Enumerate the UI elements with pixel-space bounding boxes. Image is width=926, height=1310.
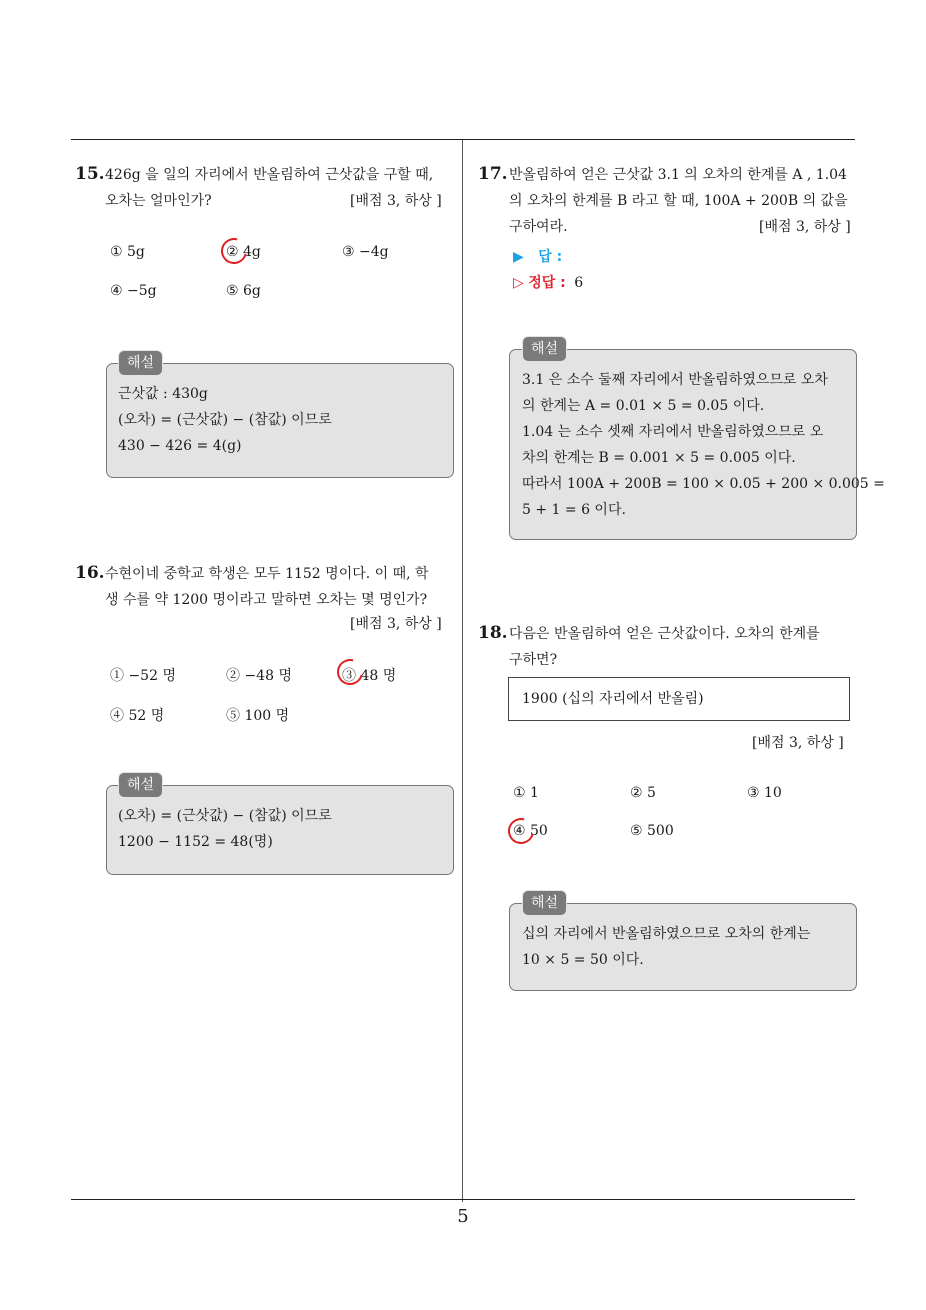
option-2[interactable]: ② −48 명 xyxy=(226,668,292,684)
solution-line: 십의 자리에서 반올림하였으므로 오차의 한계는 xyxy=(522,926,811,942)
solution-line: 10 × 5 = 50 이다. xyxy=(522,952,644,968)
correct-label: 정답 : xyxy=(528,275,566,291)
top-rule xyxy=(71,139,855,140)
question-text: 오차는 얼마인가? xyxy=(105,193,212,209)
option-5[interactable]: ⑤ 500 xyxy=(630,823,674,839)
solution-line: 따라서 100A + 200B = 100 × 0.05 + 200 × 0.005 = xyxy=(522,476,885,492)
solution-line: (오차) = (근삿값) − (참값) 이므로 xyxy=(118,412,332,428)
question-number: 16. xyxy=(75,563,105,583)
page-number: 5 xyxy=(457,1206,469,1227)
option-1[interactable]: ① −52 명 xyxy=(110,668,176,684)
selected-mark-icon xyxy=(503,813,539,849)
score-label: [배점 3, 하상 ] xyxy=(752,735,844,751)
correct-value: 6 xyxy=(574,275,584,291)
bottom-rule xyxy=(71,1199,855,1200)
option-3[interactable]: ③ −4g xyxy=(342,244,389,260)
solution-box xyxy=(106,785,454,875)
option-5[interactable]: ⑤ 100 명 xyxy=(226,708,290,724)
solution-box xyxy=(106,363,454,478)
given-value: 1900 (십의 자리에서 반올림) xyxy=(522,691,704,707)
option-1[interactable]: ① 1 xyxy=(513,785,539,801)
solution-line: 차의 한계는 B = 0.001 × 5 = 0.005 이다. xyxy=(522,450,796,466)
column-divider xyxy=(462,140,463,1202)
solution-line: 1.04 는 소수 셋째 자리에서 반올림하였으므로 오 xyxy=(522,424,824,440)
question-text: 의 오차의 한계를 B 라고 할 때, 100A + 200B 의 값을 xyxy=(509,193,848,209)
solution-box xyxy=(509,903,857,991)
option-4[interactable]: ④ 50 xyxy=(513,823,548,839)
outline-arrow-icon: ▷ xyxy=(513,275,524,291)
option-2[interactable]: ② 4g xyxy=(226,244,261,260)
solution-line: 1200 − 1152 = 48(명) xyxy=(118,834,273,850)
option-5[interactable]: ⑤ 6g xyxy=(226,283,261,299)
solution-tag: 해설 xyxy=(522,336,567,362)
option-1[interactable]: ① 5g xyxy=(110,244,145,260)
option-3[interactable]: ③ 48 명 xyxy=(342,668,397,684)
option-3[interactable]: ③ 10 xyxy=(747,785,782,801)
solution-line: 5 + 1 = 6 이다. xyxy=(522,502,626,518)
question-number: 15. xyxy=(75,164,105,184)
question-number: 18. xyxy=(478,623,508,643)
option-2[interactable]: ② 5 xyxy=(630,785,656,801)
option-4[interactable]: ④ 52 명 xyxy=(110,708,165,724)
answer-row xyxy=(513,244,562,270)
question-number: 17. xyxy=(478,164,508,184)
score-label: [배점 3, 하상 ] xyxy=(350,193,442,209)
question-text: 구하여라. xyxy=(509,219,568,235)
solution-line: 의 한계는 A = 0.01 × 5 = 0.05 이다. xyxy=(522,398,765,414)
question-text: 반올림하여 얻은 근삿값 3.1 의 오차의 한계를 A , 1.04 xyxy=(509,167,847,183)
selected-mark-icon xyxy=(216,233,252,269)
question-text: 구하면? xyxy=(509,652,558,668)
score-label: [배점 3, 하상 ] xyxy=(350,616,442,632)
solution-tag: 해설 xyxy=(118,772,163,798)
correct-answer-row xyxy=(513,270,583,296)
given-value-box xyxy=(508,677,850,721)
solution-tag: 해설 xyxy=(522,890,567,916)
question-text: 426g 을 일의 자리에서 반올림하여 근삿값을 구할 때, xyxy=(105,167,434,183)
solution-line: 근삿값 : 430g xyxy=(118,386,208,402)
question-text: 다음은 반올림하여 얻은 근삿값이다. 오차의 한계를 xyxy=(509,626,820,642)
question-text: 수현이네 중학교 학생은 모두 1152 명이다. 이 때, 학 xyxy=(105,566,429,582)
solution-line: (오차) = (근삿값) − (참값) 이므로 xyxy=(118,808,332,824)
solution-line: 3.1 은 소수 둘째 자리에서 반올림하였으므로 오차 xyxy=(522,372,828,388)
answer-label: 답 : xyxy=(538,249,563,265)
solution-line: 430 − 426 = 4(g) xyxy=(118,438,242,454)
question-text: 생 수를 약 1200 명이라고 말하면 오차는 몇 명인가? xyxy=(105,592,428,608)
play-arrow-icon: ▶ xyxy=(513,249,524,265)
solution-box xyxy=(509,349,885,540)
option-4[interactable]: ④ −5g xyxy=(110,283,157,299)
solution-tag: 해설 xyxy=(118,350,163,376)
score-label: [배점 3, 하상 ] xyxy=(759,219,851,235)
